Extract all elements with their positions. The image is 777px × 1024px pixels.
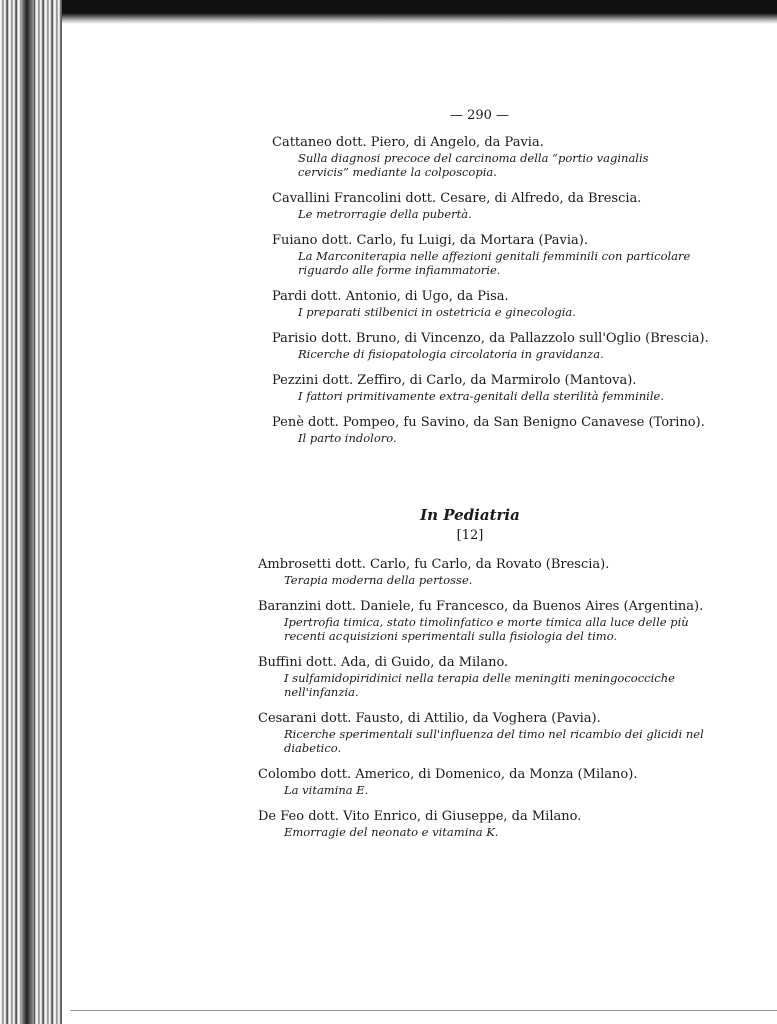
entry-name: De Feo dott. Vito Enrico, di Giuseppe, da Milano. — [258, 809, 582, 824]
list-item — [258, 598, 708, 643]
list-item — [258, 654, 708, 699]
entry-title: Sulla diagnosi precoce del carcinoma della “portio vaginalis cervicis” mediante la colposcopia. — [298, 151, 649, 179]
entry-title: Il parto indoloro. — [298, 431, 397, 445]
entry-title: I sulfamidopiridinici nella terapia delle meningiti meningococciche nell'infanzia. — [284, 671, 675, 699]
list-item — [272, 232, 702, 277]
list-item — [272, 190, 702, 221]
list-item — [272, 330, 709, 361]
entry-title: La vitamina E. — [284, 783, 369, 797]
scan-top-edge — [0, 0, 777, 24]
entry-name: Pezzini dott. Zeffiro, di Carlo, da Marmirolo (Mantova). — [272, 373, 637, 388]
entry-name: Baranzini dott. Daniele, fu Francesco, da Buenos Aires (Argentina). — [258, 599, 704, 614]
list-item — [258, 808, 708, 839]
section-heading: In Pediatria — [420, 506, 520, 524]
entry-title: Ricerche sperimentali sull'influenza del timo nel ricambio dei glicidi nel diabetico. — [284, 727, 704, 755]
entry-name: Pardi dott. Antonio, di Ugo, da Pisa. — [272, 289, 509, 304]
entry-name: Parisio dott. Bruno, di Vincenzo, da Pallazzolo sull'Oglio (Brescia). — [272, 331, 709, 346]
entry-title: Le metrorragie della pubertà. — [298, 207, 472, 221]
entries-bottom-list — [258, 556, 708, 850]
entry-title: Emorragie del neonato e vitamina K. — [284, 825, 499, 839]
section-count: [12] — [456, 528, 484, 543]
list-item — [258, 766, 708, 797]
page-number: — 290 — — [450, 108, 510, 123]
entries-top-list — [272, 134, 709, 456]
entry-title: I preparati stilbenici in ostetricia e ginecologia. — [298, 305, 576, 319]
entry-name: Fuiano dott. Carlo, fu Luigi, da Mortara (Pavia). — [272, 233, 588, 248]
list-item — [272, 372, 702, 403]
entry-name: Cavallini Francolini dott. Cesare, di Alfredo, da Brescia. — [272, 191, 642, 206]
entry-name: Colombo dott. Americo, di Domenico, da Monza (Milano). — [258, 767, 638, 782]
list-item — [258, 556, 708, 587]
list-item — [272, 288, 702, 319]
list-item — [272, 414, 705, 445]
entry-title: La Marconiterapia nelle affezioni genitali femminili con particolare riguardo alle forme infiammatorie. — [298, 249, 691, 277]
entry-title: Ipertrofia timica, stato timolinfatico e morte timica alla luce delle più recenti acquisizioni sperimentali sulla fisiologia del timo. — [284, 615, 689, 643]
entry-name: Cattaneo dott. Piero, di Angelo, da Pavia. — [272, 135, 544, 150]
entry-name: Buffini dott. Ada, di Guido, da Milano. — [258, 655, 509, 670]
entry-title: I fattori primitivamente extra-genitali della sterilità femminile. — [298, 389, 664, 403]
list-item — [258, 710, 708, 755]
entry-name: Penè dott. Pompeo, fu Savino, da San Benigno Canavese (Torino). — [272, 415, 705, 430]
page-bottom-edge — [70, 1010, 777, 1011]
book-spine-shadow — [22, 0, 34, 1024]
list-item — [272, 134, 702, 179]
entry-name: Ambrosetti dott. Carlo, fu Carlo, da Rovato (Brescia). — [258, 557, 610, 572]
entry-title: Ricerche di fisiopatologia circolatoria in gravidanza. — [298, 347, 604, 361]
entry-title: Terapia moderna della pertosse. — [284, 573, 473, 587]
entry-name: Cesarani dott. Fausto, di Attilio, da Voghera (Pavia). — [258, 711, 601, 726]
